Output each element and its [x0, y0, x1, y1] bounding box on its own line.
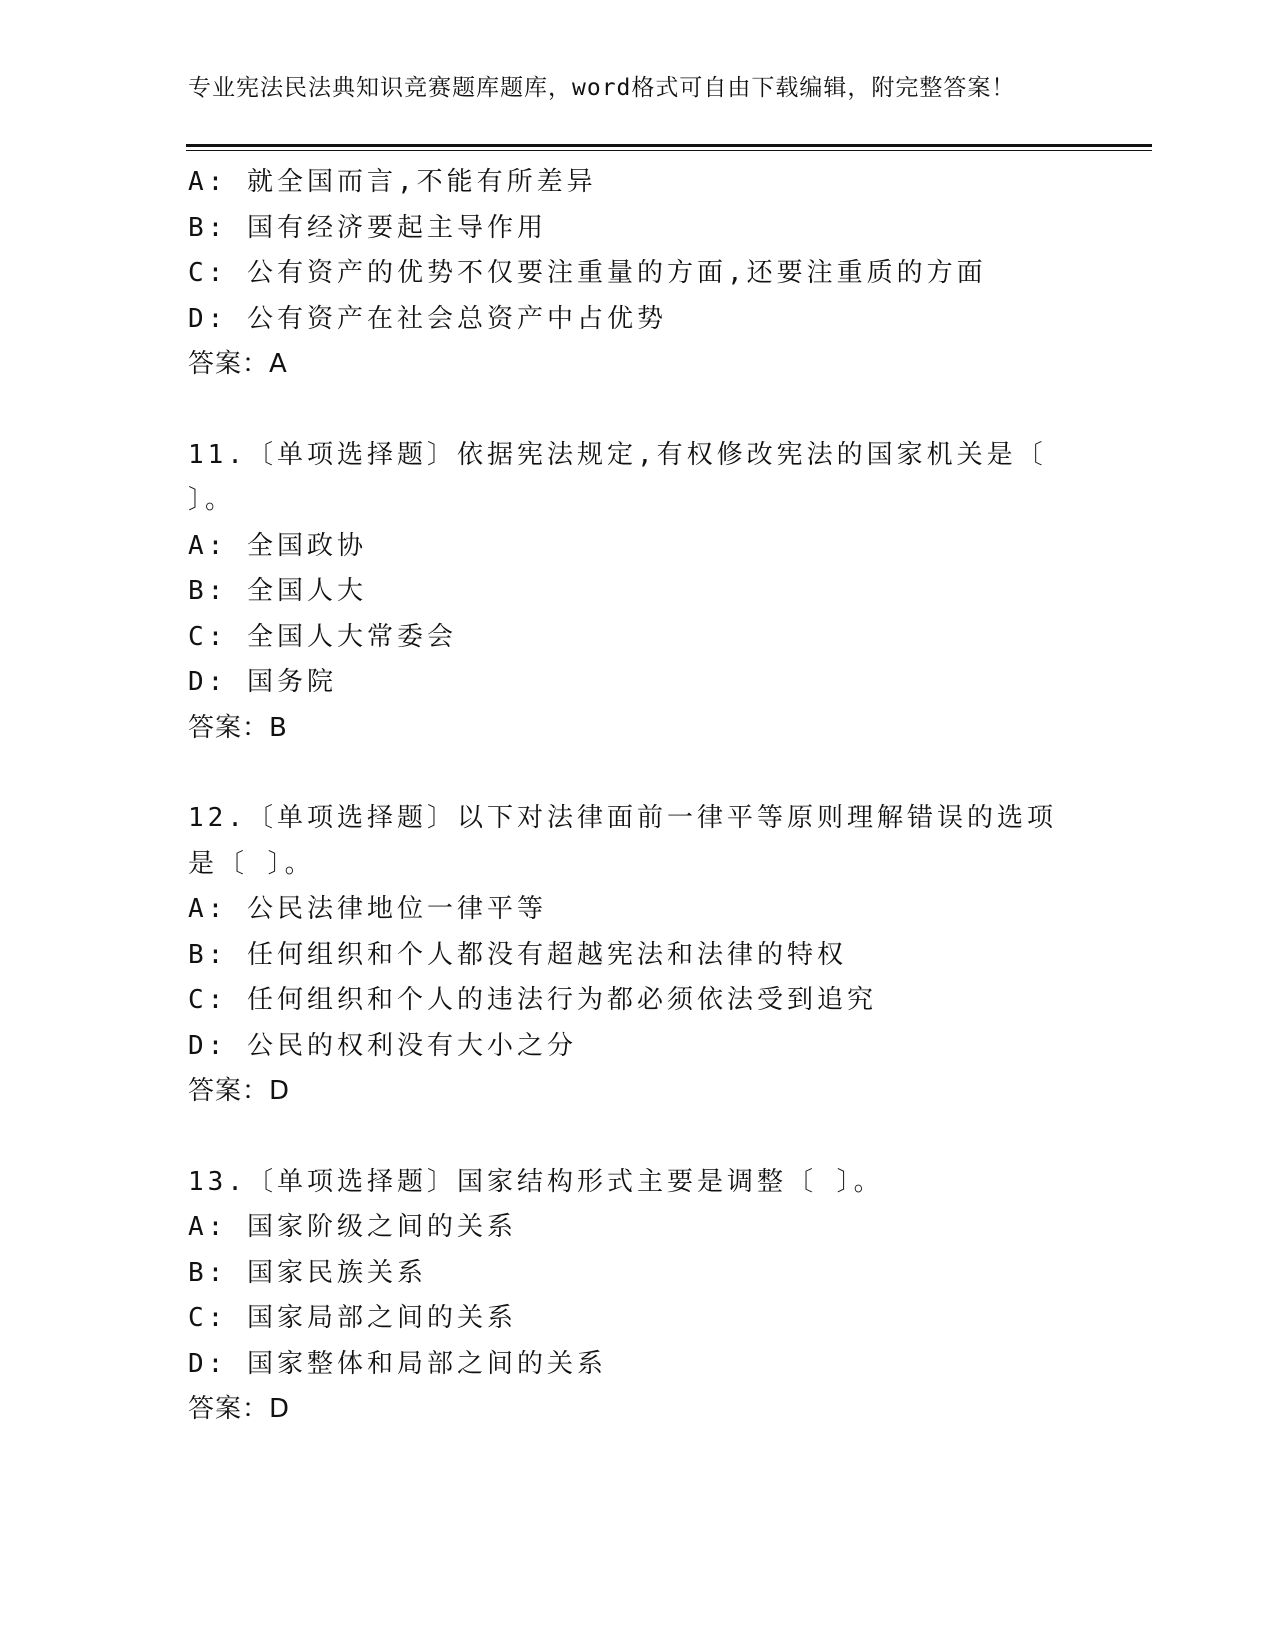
option-d: D: 公有资产在社会总资产中占优势 [188, 303, 667, 334]
answer: 答案：A [188, 349, 288, 379]
option-a: A: 就全国而言,不能有所差异 [188, 167, 597, 197]
header-rule-thick [186, 144, 1152, 147]
question-stem: 12.〔单项选择题〕以下对法律面前一律平等原则理解错误的选项是〔 〕。 [188, 803, 1057, 879]
question-list [188, 160, 1088, 1433]
option-c: C: 国家局部之间的关系 [188, 1303, 517, 1333]
option-a: A: 公民法律地位一律平等 [188, 894, 547, 924]
option-d: D: 国家整体和局部之间的关系 [188, 1348, 607, 1379]
question-stem: 11.〔单项选择题〕依据宪法规定,有权修改宪法的国家机关是〔 〕。 [188, 439, 1047, 515]
option-d: D: 国务院 [188, 667, 337, 697]
option-d: D: 公民的权利没有大小之分 [188, 1030, 577, 1061]
option-a: A: 国家阶级之间的关系 [188, 1212, 517, 1242]
question-12 [188, 796, 1088, 1115]
option-a: A: 全国政协 [188, 530, 367, 561]
option-b: B: 国有经济要起主导作用 [188, 212, 547, 243]
page-header: 专业宪法民法典知识竞赛题库题库，word格式可自由下载编辑，附完整答案！ [188, 75, 1016, 101]
answer: 答案：D [188, 1394, 291, 1424]
question-13 [188, 1160, 1088, 1433]
answer: 答案：D [188, 1076, 291, 1106]
answer: 答案：B [188, 712, 288, 743]
option-c: C: 任何组织和个人的违法行为都必须依法受到追究 [188, 985, 877, 1015]
option-b: B: 全国人大 [188, 576, 367, 606]
question-10 [188, 160, 1088, 388]
option-b: B: 任何组织和个人都没有超越宪法和法律的特权 [188, 939, 847, 970]
option-b: B: 国家民族关系 [188, 1257, 427, 1288]
option-c: C: 全国人大常委会 [188, 621, 457, 652]
question-11 [188, 433, 1088, 752]
question-stem: 13.〔单项选择题〕国家结构形式主要是调整〔 〕。 [188, 1166, 884, 1197]
option-c: C: 公有资产的优势不仅要注重量的方面,还要注重质的方面 [188, 258, 987, 288]
header-rule-thin [186, 150, 1152, 151]
